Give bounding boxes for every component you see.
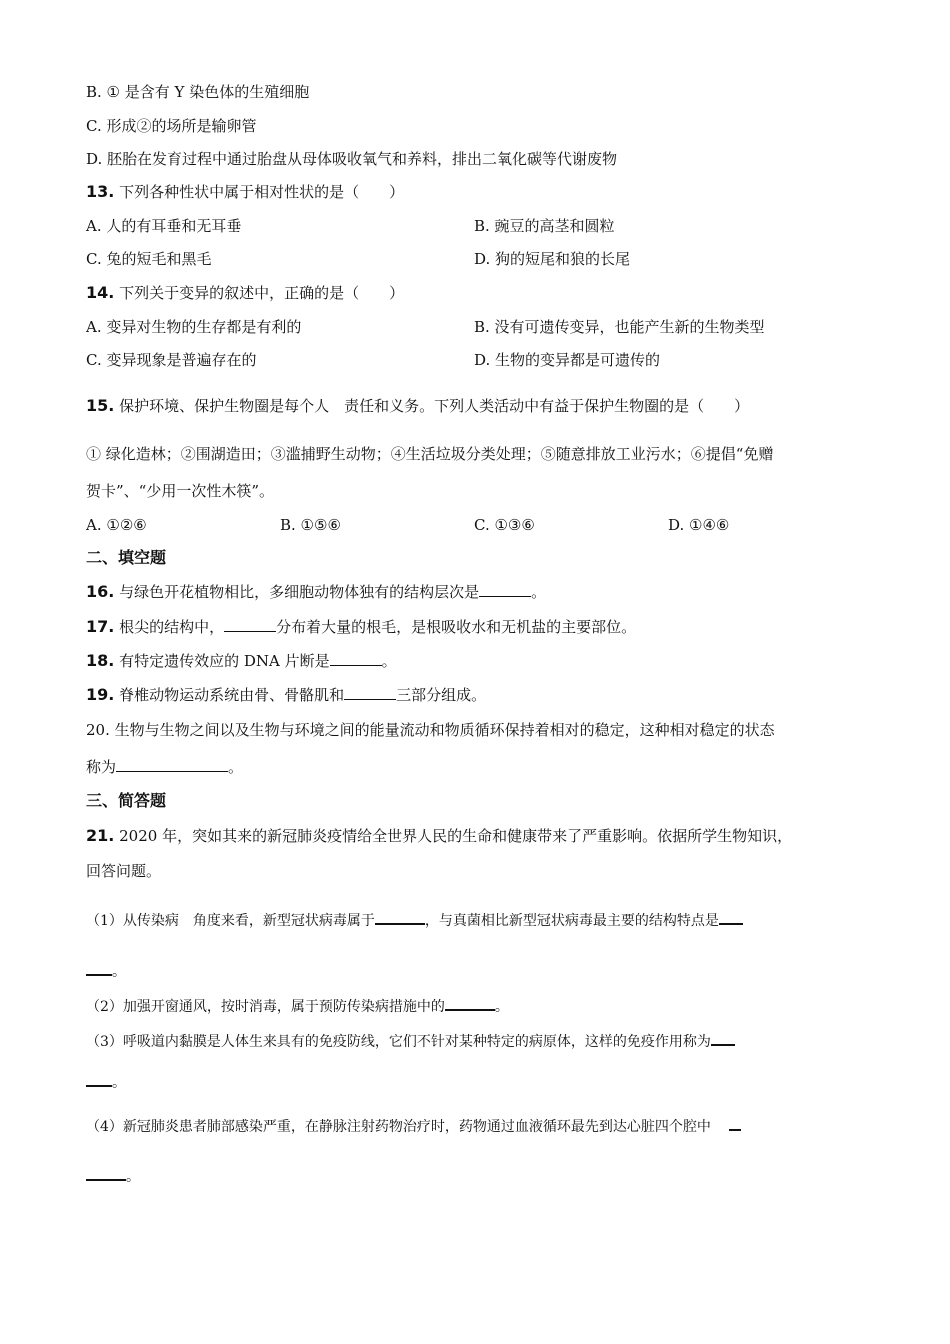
q21-part4-blank-cont[interactable] xyxy=(86,1165,126,1181)
q21-part2-text: （2）加强开窗通风，按时消毒，属于预防传染病措施中的 xyxy=(86,999,445,1015)
q14-option-a: A. 变异对生物的生存都是有利的 xyxy=(86,318,302,336)
q13-option-a: A. 人的有耳垂和无耳垂 xyxy=(86,217,242,235)
q21-part4-cont xyxy=(86,1165,140,1187)
q15-list-line1: ① 绿化造林；②围湖造田；③滥捕野生动物；④生活垃圾分类处理；⑤随意排放工业污水；⑥提倡“免赠 xyxy=(86,445,774,463)
q21-number: 21. xyxy=(86,826,115,845)
q21-part1 xyxy=(86,909,743,931)
q14-stem xyxy=(86,283,404,303)
q13-stem-text: 下列各种性状中属于相对性状的是（ ） xyxy=(119,183,405,201)
q19-number: 19. xyxy=(86,685,115,704)
q21-part2-end: 。 xyxy=(494,999,509,1015)
q21-part3-cont xyxy=(86,1071,126,1093)
q18-text-after: 。 xyxy=(381,652,397,670)
q20-number: 20. xyxy=(86,721,110,739)
q13-number: 13. xyxy=(86,182,115,201)
q19-text-before: 脊椎动物运动系统由骨、骨骼肌和 xyxy=(119,686,345,704)
q14-number: 14. xyxy=(86,283,115,302)
q20-answer-blank[interactable] xyxy=(116,757,228,772)
q21-part4-end: 。 xyxy=(126,1169,140,1185)
q18-number: 18. xyxy=(86,651,115,670)
q21-intro-text: 2020 年，突如其来的新冠肺炎疫情给全世界人民的生命和健康带来了严重影响。依据所学生物知识， xyxy=(119,827,793,845)
q19-text-after: 三部分组成。 xyxy=(396,686,487,704)
q16-text-after: 。 xyxy=(531,583,547,601)
q21-intro-line1 xyxy=(86,826,792,846)
q21-part1-blank2[interactable] xyxy=(719,909,743,925)
q17 xyxy=(86,617,636,637)
q15-number: 15. xyxy=(86,396,115,415)
q18-answer-blank[interactable] xyxy=(330,651,382,666)
q21-part4-text: （4）新冠肺炎患者肺部感染严重，在静脉注射药物治疗时，药物通过血液循环最先到达心脏四个腔中 xyxy=(86,1119,711,1135)
q13-option-d: D. 狗的短尾和狼的长尾 xyxy=(474,250,631,268)
q16 xyxy=(86,582,546,602)
q21-part3-blank[interactable] xyxy=(711,1030,735,1046)
q21-part2-blank[interactable] xyxy=(445,995,495,1011)
section-heading-fill-blank: 二、填空题 xyxy=(86,548,167,567)
q14-option-c: C. 变异现象是普遍存在的 xyxy=(86,351,257,369)
q15-stem xyxy=(86,396,749,416)
q12-option-c: C. 形成②的场所是输卵管 xyxy=(86,117,257,135)
q14-stem-text: 下列关于变异的叙述中，正确的是（ ） xyxy=(119,284,405,302)
q13-stem xyxy=(86,182,404,202)
q20-text-after: 。 xyxy=(228,758,244,776)
q21-part4 xyxy=(86,1115,741,1137)
q21-part1-blank1[interactable] xyxy=(375,909,425,925)
q21-part1-text-a: （1）从传染病 角度来看，新型冠状病毒属于 xyxy=(86,913,375,929)
section-heading-short-answer: 三、简答题 xyxy=(86,791,167,810)
q21-part1-blank2-cont[interactable] xyxy=(86,960,112,976)
q12-option-b: B. ① 是含有 Y 染色体的生殖细胞 xyxy=(86,83,310,101)
q21-part4-blank[interactable] xyxy=(729,1115,741,1131)
q21-intro-line2: 回答问题。 xyxy=(86,862,162,880)
q18-text-before: 有特定遗传效应的 DNA 片断是 xyxy=(119,652,330,670)
q20-line2 xyxy=(86,757,243,777)
q21-part1-text-b: ，与真菌相比新型冠状病毒最主要的结构特点是 xyxy=(424,913,719,929)
q21-part2 xyxy=(86,995,509,1017)
q20-text-before: 称为 xyxy=(86,758,117,776)
q20-text-line1: 生物与生物之间以及生物与环境之间的能量流动和物质循环保持着相对的稳定，这种相对稳定的状态 xyxy=(114,721,775,739)
q21-part3 xyxy=(86,1030,735,1052)
q16-number: 16. xyxy=(86,582,115,601)
q15-option-b: B. ①⑤⑥ xyxy=(280,516,341,534)
q13-option-c: C. 兔的短毛和黑毛 xyxy=(86,250,212,268)
q14-option-b: B. 没有可遗传变异，也能产生新的生物类型 xyxy=(474,318,765,336)
q17-number: 17. xyxy=(86,617,115,636)
q16-text-before: 与绿色开花植物相比，多细胞动物体独有的结构层次是 xyxy=(119,583,480,601)
q17-text-before: 根尖的结构中， xyxy=(119,618,225,636)
q19 xyxy=(86,685,486,705)
q21-part3-blank-cont[interactable] xyxy=(86,1071,112,1087)
q17-answer-blank[interactable] xyxy=(224,617,276,632)
q15-option-a: A. ①②⑥ xyxy=(86,516,147,534)
q19-answer-blank[interactable] xyxy=(344,685,396,700)
q15-stem-text: 保护环境、保护生物圈是每个人 责任和义务。下列人类活动中有益于保护生物圈的是（ ） xyxy=(119,397,750,415)
q20-line1 xyxy=(86,720,775,740)
q18 xyxy=(86,651,397,671)
q15-list-line2: 贺卡”、“少用一次性木筷”。 xyxy=(86,482,275,500)
q15-option-d: D. ①④⑥ xyxy=(668,516,730,534)
q21-part3-text: （3）呼吸道内黏膜是人体生来具有的免疫防线，它们不针对某种特定的病原体，这样的免疫作用称为 xyxy=(86,1034,711,1050)
q21-part1-end: 。 xyxy=(112,964,126,980)
q12-option-d: D. 胚胎在发育过程中通过胎盘从母体吸收氧气和养料，排出二氧化碳等代谢废物 xyxy=(86,150,618,168)
q17-text-after: 分布着大量的根毛，是根吸收水和无机盐的主要部位。 xyxy=(276,618,637,636)
q21-part1-cont xyxy=(86,960,126,982)
q13-option-b: B. 豌豆的高茎和圆粒 xyxy=(474,217,615,235)
q14-option-d: D. 生物的变异都是可遗传的 xyxy=(474,351,661,369)
q16-answer-blank[interactable] xyxy=(479,582,531,597)
q21-part3-end: 。 xyxy=(112,1075,126,1091)
q15-option-c: C. ①③⑥ xyxy=(474,516,535,534)
